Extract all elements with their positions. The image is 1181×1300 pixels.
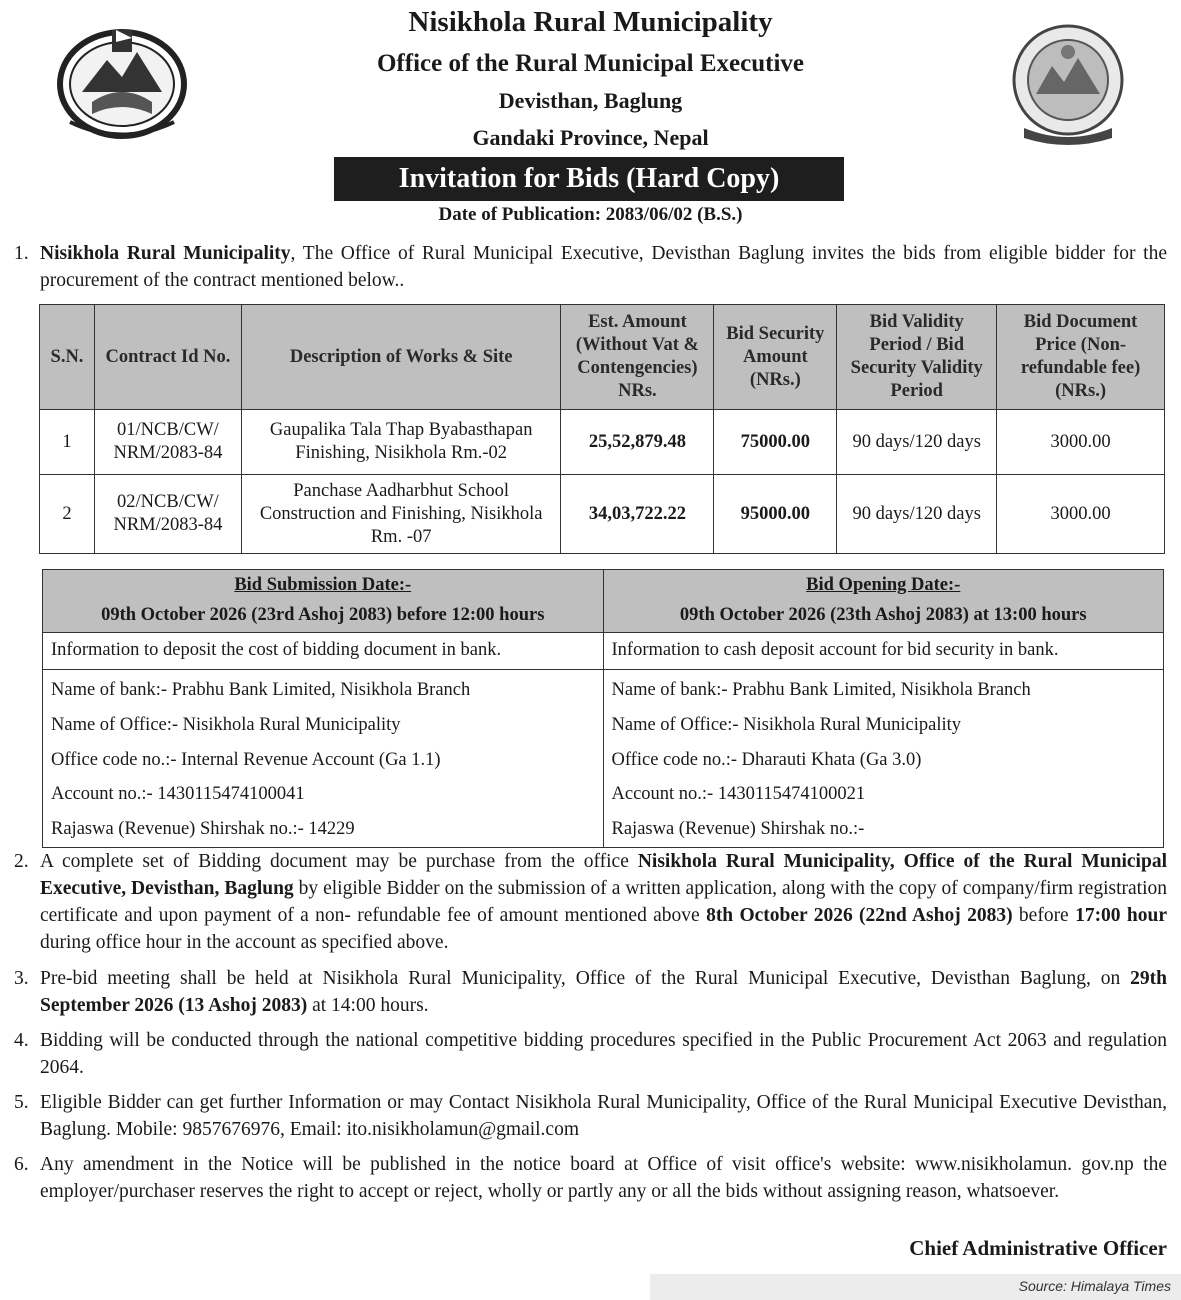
clause-text: Bidding will be conducted through the national competitive bidding procedures specified in the Public Procurement Act 2063 and regulation 2064. (40, 1030, 1167, 1078)
clause-number: 4. (14, 1030, 29, 1051)
clause-text: Any amendment in the Notice will be published in the notice board at Office of visit office's website: www.nisikholamun. gov.np the employer/purchaser reserves the right to accept or reject, wholly or partly any or all the bids without assigning reason, whatsoever. (40, 1154, 1167, 1202)
clause-4 (14, 1027, 1167, 1081)
account-number: Account no.:- 1430115474100041 (51, 784, 305, 805)
clause-text: Eligible Bidder can get further Information or may Contact Nisikhola Rural Municipality, Office of the Rural Municipal Executive Devisthan, Baglung. Mobile: 9857676976, Email: ito.nisikholamun@gmail.com (40, 1092, 1167, 1140)
bank-info-table (42, 569, 1164, 848)
bank-name: Name of bank:- Prabhu Bank Limited, Nisikhola Branch (51, 680, 471, 700)
cell-contract-id: 01/NCB/CW/ NRM/2083-84 (94, 410, 241, 475)
cell-sn: 1 (40, 410, 95, 475)
bid-submission-title: Bid Submission Date:- (234, 575, 412, 595)
clause-number: 1. (14, 243, 29, 264)
cell-doc-price: 3000.00 (997, 410, 1165, 475)
bank-details-right (603, 670, 1164, 848)
table-row (40, 475, 1165, 554)
clause-text: at 14:00 hours. (307, 995, 429, 1016)
province-name: Gandaki Province, Nepal (472, 125, 709, 150)
bid-submission-header (43, 570, 604, 633)
bid-opening-header (603, 570, 1164, 633)
clause-3 (14, 965, 1167, 1019)
column-header: S.N. (40, 305, 95, 410)
government-emblem-icon (52, 22, 192, 142)
bid-opening-date: 09th October 2026 (23th Ashoj 2083) at 13:00 hours (679, 605, 1087, 625)
cell-validity: 90 days/120 days (837, 410, 997, 475)
notice-title-banner: Invitation for Bids (Hard Copy) (334, 157, 844, 201)
office-name-line: Name of Office:- Nisikhola Rural Municipality (611, 714, 962, 735)
clause-2 (14, 848, 1167, 956)
cell-description: Gaupalika Tala Thap Byabasthapan Finishing, Nisikhola Rm.-02 (241, 410, 561, 475)
clause-text: during office hour in the account as specified above. (40, 932, 449, 953)
clause-bold-text: 8th October 2026 (22nd Ashoj 2083) (706, 905, 1013, 926)
account-number: Account no.:- 1430115474100021 (611, 784, 866, 805)
cell-validity: 90 days/120 days (837, 475, 997, 554)
cell-description: Panchase Aadharbhut School Construction and Finishing, Nisikhola Rm. -07 (241, 475, 561, 554)
clause-text: Pre-bid meeting shall be held at Nisikhola Rural Municipality, Office of the Rural Municipal Executive, Devisthan Baglung, on (40, 968, 1131, 989)
cell-contract-id: 02/NCB/CW/ NRM/2083-84 (94, 475, 241, 554)
column-header: Bid Security Amount (NRs.) (714, 305, 837, 410)
publication-date: Date of Publication: 2083/06/02 (B.S.) (438, 204, 743, 225)
column-header: Est. Amount (Without Vat & Contengencies) NRs. (561, 305, 714, 410)
clause-bold-text: Nisikhola Rural Municipality, Office of the Rural Municipal Executive, Devisthan, Baglung (40, 851, 1167, 899)
bid-opening-title: Bid Opening Date:- (806, 575, 961, 595)
clause-1 (14, 240, 1167, 294)
revenue-shirshak: Rajaswa (Revenue) Shirshak no.:- (611, 819, 865, 840)
office-code: Office code no.:- Dharauti Khata (Ga 3.0) (611, 749, 922, 770)
revenue-shirshak: Rajaswa (Revenue) Shirshak no.:- 14229 (51, 819, 355, 840)
signatory-title: Chief Administrative Officer (909, 1236, 1167, 1260)
cell-sn: 2 (40, 475, 95, 554)
office-name-line: Name of Office:- Nisikhola Rural Municipality (51, 714, 401, 735)
column-header: Bid Document Price (Non-refundable fee) (NRs.) (997, 305, 1165, 410)
office-address: Devisthan, Baglung (498, 88, 683, 113)
deposit-info-right: Information to cash deposit account for bid security in bank. (603, 633, 1164, 670)
municipality-name: Nisikhola Rural Municipality (408, 6, 773, 38)
cell-doc-price: 3000.00 (997, 475, 1165, 554)
clause-number: 5. (14, 1092, 29, 1113)
cell-bid-security: 75000.00 (714, 410, 837, 475)
column-header: Description of Works & Site (241, 305, 561, 410)
clause-text: before (1012, 905, 1076, 926)
clause-bold-text: 29th September 2026 (13 Ashoj 2083) (40, 968, 1167, 1016)
office-name: Office of the Rural Municipal Executive (376, 50, 804, 77)
clause-text: A complete set of Bidding document may be purchase from the office (40, 851, 638, 872)
clause-6 (14, 1151, 1167, 1205)
column-header: Contract Id No. (94, 305, 241, 410)
clause-bold-text: 17:00 hour (1075, 905, 1167, 926)
contracts-table (39, 304, 1165, 554)
clause-number: 6. (14, 1154, 29, 1175)
cell-est-amount: 34,03,722.22 (561, 475, 714, 554)
clause-text: by eligible Bidder on the submission of a written application, along with the copy of company/firm registration certificate and upon payment of a non- refundable fee of amount mentioned above (40, 878, 1167, 926)
office-code: Office code no.:- Internal Revenue Account (Ga 1.1) (51, 749, 441, 770)
column-header: Bid Validity Period / Bid Security Validity Period (837, 305, 997, 410)
deposit-info-left: Information to deposit the cost of bidding document in bank. (43, 633, 604, 670)
clause-bold-text: Nisikhola Rural Municipality (40, 243, 291, 264)
clause-5 (14, 1089, 1167, 1143)
clause-number: 3. (14, 968, 29, 989)
table-row (40, 410, 1165, 475)
table-header-row (40, 305, 1165, 410)
source-credit: Source: Himalaya Times (1018, 1278, 1171, 1294)
cell-bid-security: 95000.00 (714, 475, 837, 554)
bid-submission-date: 09th October 2026 (23rd Ashoj 2083) before 12:00 hours (101, 605, 545, 625)
bank-details-left (43, 670, 604, 848)
bank-name: Name of bank:- Prabhu Bank Limited, Nisikhola Branch (611, 680, 1031, 700)
clause-text: , The Office of Rural Municipal Executive, Devisthan Baglung invites the bids from eligible bidder for the procurement of the contract mentioned below.. (40, 243, 1167, 291)
cell-est-amount: 25,52,879.48 (561, 410, 714, 475)
clause-number: 2. (14, 851, 29, 872)
